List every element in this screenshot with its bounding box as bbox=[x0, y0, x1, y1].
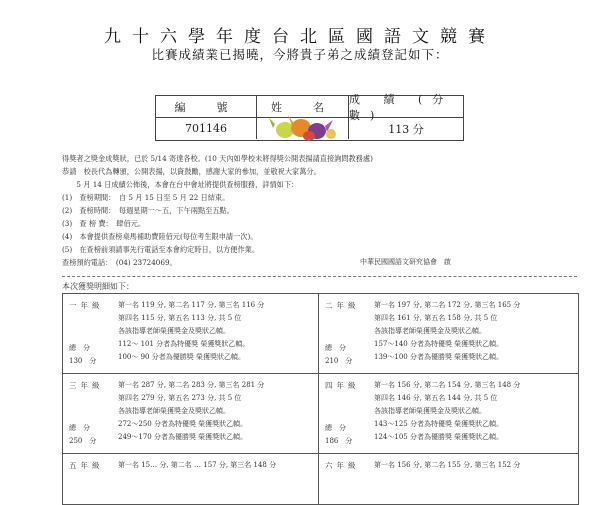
rank-line: 第四名 279 分, 第五名 273 分, 共 5 位 bbox=[118, 394, 242, 402]
prize-line: 各該指導老師榮獲獎金及獎狀乙幀。 bbox=[374, 327, 486, 335]
grade-2-block bbox=[319, 294, 578, 373]
notice-line: 5 月 14 日成績公佈後，本會在台中會址將提供查榜服務，詳情如下： bbox=[62, 180, 299, 189]
notice-line: 查榜預約電話： (04) 23724069。 bbox=[62, 258, 177, 267]
rank-line: 第一名 119 分, 第二名 117 分, 第三名 116 分 bbox=[118, 301, 265, 309]
rank-list bbox=[118, 459, 276, 472]
notice-line: (3) 查 榜 費： 肆佰元。 bbox=[62, 219, 146, 228]
prize-line: 各該指導老師榮獲獎金及獎狀乙幀。 bbox=[374, 407, 486, 415]
total-score bbox=[325, 342, 352, 368]
notice-text bbox=[62, 152, 532, 269]
grade-5-block bbox=[63, 454, 318, 504]
awards-table bbox=[62, 293, 579, 505]
rank-line: 第一名 197 分, 第二名 172 分, 第三名 165 分 bbox=[374, 301, 521, 309]
prize-list bbox=[374, 405, 503, 444]
grade-name: 三年級 bbox=[69, 381, 104, 390]
grade-name: 五年級 bbox=[69, 461, 104, 470]
rank-list bbox=[374, 379, 520, 405]
student-number: 701146 bbox=[156, 118, 257, 139]
header-score: 成 績 (分 數) bbox=[349, 92, 454, 122]
rank-list bbox=[374, 459, 520, 472]
total-value: 186 分 bbox=[325, 437, 353, 445]
notice-line: (4) 本會提供查榜桌馬補助費陸佰元(每位考生限申請一次)。 bbox=[62, 232, 258, 241]
prize-line: 112～ 101 分者為特優獎 榮獲獎狀乙幀。 bbox=[118, 340, 250, 348]
rank-line: 第一名 156 分, 第二名 154 分, 第三名 148 分 bbox=[374, 381, 521, 389]
document-subtitle: 比賽成績業已揭曉，今將貴子弟之成績登記如下： bbox=[151, 47, 449, 62]
total-label: 總 分 bbox=[325, 344, 346, 352]
prize-line: 143～125 分者為特優獎 榮獲獎狀乙幀。 bbox=[374, 420, 504, 428]
prize-list bbox=[118, 325, 249, 364]
total-label: 總 分 bbox=[69, 424, 90, 432]
total-score bbox=[69, 422, 96, 448]
total-value: 210 分 bbox=[325, 357, 353, 365]
prize-line: 124～105 分者為優勝獎 榮獲獎狀乙幀。 bbox=[374, 433, 504, 441]
grade-name: 四年級 bbox=[325, 381, 360, 390]
candy-sticker-image bbox=[265, 112, 345, 146]
rank-line: 第一名 156 分, 第二名 155 分, 第三名 152 分 bbox=[374, 461, 521, 469]
header-number: 編 號 bbox=[156, 96, 257, 117]
total-label: 總 分 bbox=[69, 344, 90, 352]
grade-name: 二年級 bbox=[325, 301, 360, 310]
grade-6-block bbox=[319, 454, 578, 504]
total-value: 130 分 bbox=[69, 357, 97, 365]
rank-list bbox=[374, 299, 520, 325]
total-label: 總 分 bbox=[325, 424, 346, 432]
notice-line: 得獎者之獎金成獎狀，已於 5/14 寄達各校。(10 天內如學校未將得獎公開表揚請直接詢問教務處) bbox=[62, 154, 373, 163]
total-score bbox=[325, 422, 352, 448]
rank-line: 第一名 287 分, 第二名 283 分, 第三名 281 分 bbox=[118, 381, 265, 389]
award-section-label: 本次獲獎明細如下： bbox=[62, 282, 134, 291]
rank-line: 第一名 15… 分, 第二名 … 157 分, 第三名 148 分 bbox=[118, 461, 277, 469]
grade-1-block bbox=[63, 294, 318, 373]
prize-list bbox=[374, 325, 503, 364]
grade-name: 六年級 bbox=[325, 461, 360, 470]
grade-3-block bbox=[63, 374, 318, 453]
section-divider bbox=[62, 276, 577, 277]
notice-line: 恭請 校長代為轉頒，公開表揚，以資鼓勵，感謝大家的參加，並敬祝大家萬分。 bbox=[62, 167, 321, 176]
grade-name: 一年級 bbox=[69, 301, 104, 310]
rank-line: 第四名 161 分, 第五名 158 分, 共 5 位 bbox=[374, 314, 498, 322]
rank-list bbox=[118, 299, 264, 325]
total-value: 250 分 bbox=[69, 437, 97, 445]
prize-line: 272～250 分者為特優獎 榮獲獎狀乙幀。 bbox=[118, 420, 248, 428]
prize-line: 157～140 分者為特優獎 榮獲獎狀乙幀。 bbox=[374, 340, 504, 348]
total-score bbox=[69, 342, 96, 368]
organization-signature: 中華民國國語文研究協會 啟 bbox=[360, 258, 451, 266]
prize-line: 100～ 90 分者為優勝獎 榮獲獎狀乙幀。 bbox=[118, 353, 245, 361]
prize-line: 各該指導老師榮獲獎金及獎狀乙幀。 bbox=[118, 327, 230, 335]
prize-line: 139～100 分者為優勝獎 榮獲獎狀乙幀。 bbox=[374, 353, 504, 361]
document-title: 九十六學年度台北區國語文競賽 bbox=[104, 27, 496, 47]
prize-line: 各該指導老師榮獲獎金及獎狀乙幀。 bbox=[118, 407, 230, 415]
prize-line: 249～170 分者為優勝獎 榮獲獎狀乙幀。 bbox=[118, 433, 248, 441]
rank-list bbox=[118, 379, 264, 405]
header-name: 姓 名 bbox=[257, 96, 349, 117]
rank-line: 第四名 146 分, 第五名 144 分, 共 5 位 bbox=[374, 394, 498, 402]
notice-line: (5) 在查榜前須請事先行電話至本會約定時日，以方便作業。 bbox=[62, 245, 260, 254]
prize-list bbox=[118, 405, 247, 444]
notice-line: (1) 查榜期間： 自 5 月 15 日至 5 月 22 日結束。 bbox=[62, 193, 230, 202]
grade-4-block bbox=[319, 374, 578, 453]
rank-line: 第四名 115 分, 第五名 113 分, 共 5 位 bbox=[118, 314, 242, 322]
student-score: 113 分 bbox=[388, 122, 424, 136]
notice-line: (2) 查榜時間： 每週星期一～五，下午兩點至五點。 bbox=[62, 206, 234, 215]
